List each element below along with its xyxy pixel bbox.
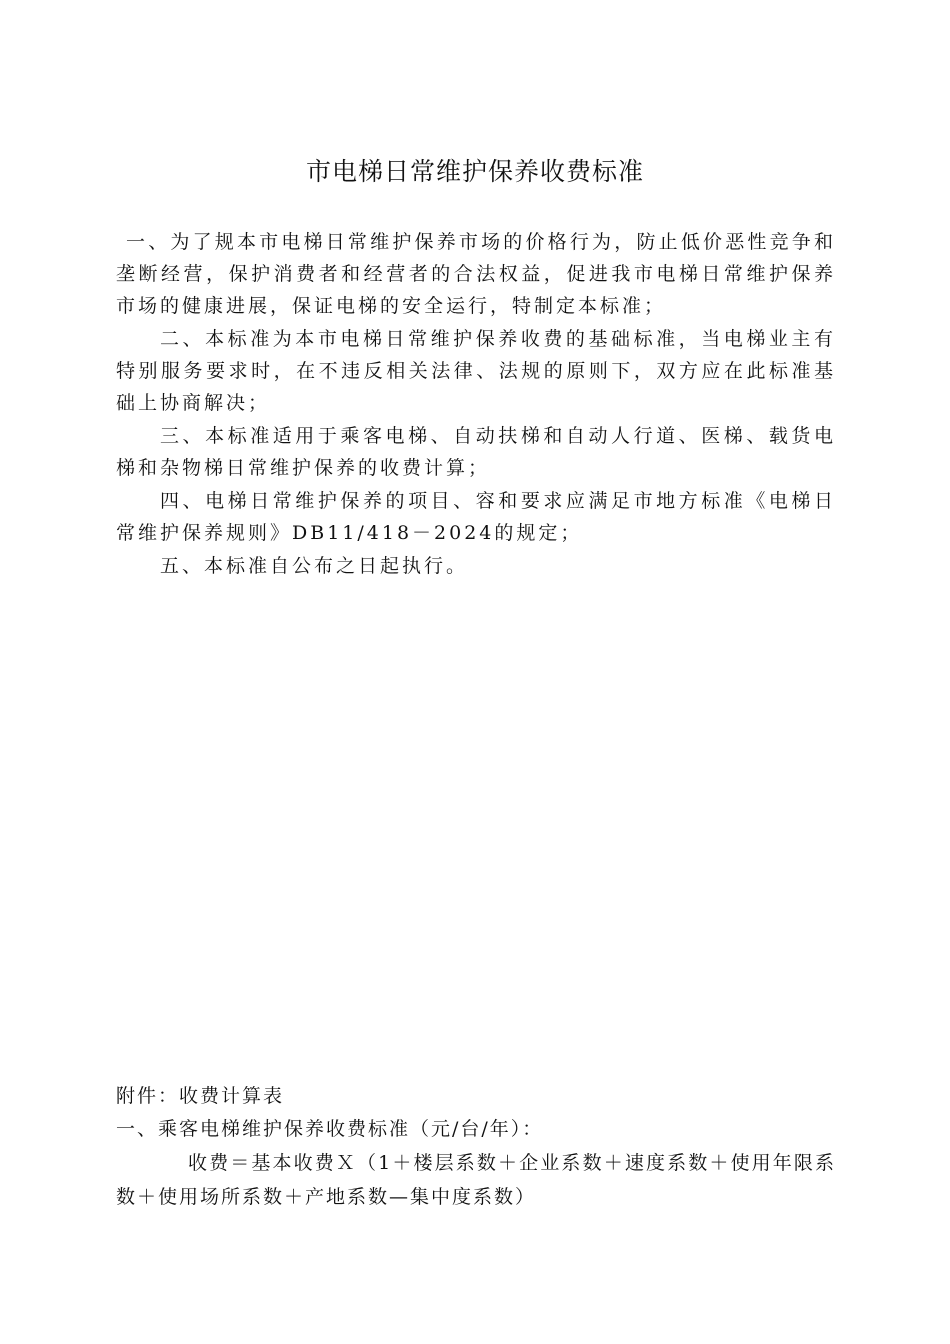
attachment-label: 附件：收费计算表 bbox=[116, 1085, 285, 1107]
paragraph-5: 五、本标准自公布之日起执行。 bbox=[160, 555, 469, 577]
paragraph-1: 一、为了规本市电梯日常维护保养市场的价格行为，防止低价恶性竞争和垄断经营，保护消费者和经营者的合法权益，促进我市电梯日常维护保养市场的健康进展，保证电梯的安全运行，特制定本标准； bbox=[116, 231, 836, 317]
page-title: 市电梯日常维护保养收费标准 bbox=[305, 157, 644, 186]
paragraph-4: 四、电梯日常维护保养的项目、容和要求应满足市地方标准《电梯日常维护保养规则》DB11/418－2024的规定； bbox=[116, 490, 836, 544]
paragraph-3: 三、本标准适用于乘客电梯、自动扶梯和自动人行道、医梯、载货电梯和杂物梯日常维护保养的收费计算； bbox=[116, 425, 836, 479]
document-body bbox=[116, 226, 836, 583]
fee-formula: 收费＝基本收费Ｘ（1＋楼层系数＋企业系数＋速度系数＋使用年限系数＋使用场所系数＋产地系数—集中度系数） bbox=[116, 1152, 836, 1208]
paragraph-2: 二、本标准为本市电梯日常维护保养收费的基础标准，当电梯业主有特别服务要求时，在不违反相关法律、法规的原则下，双方应在此标准基础上协商解决； bbox=[116, 328, 836, 414]
section-heading: 一、乘客电梯维护保养收费标准（元/台/年）： bbox=[116, 1118, 544, 1140]
attachment-section bbox=[116, 1080, 836, 1214]
